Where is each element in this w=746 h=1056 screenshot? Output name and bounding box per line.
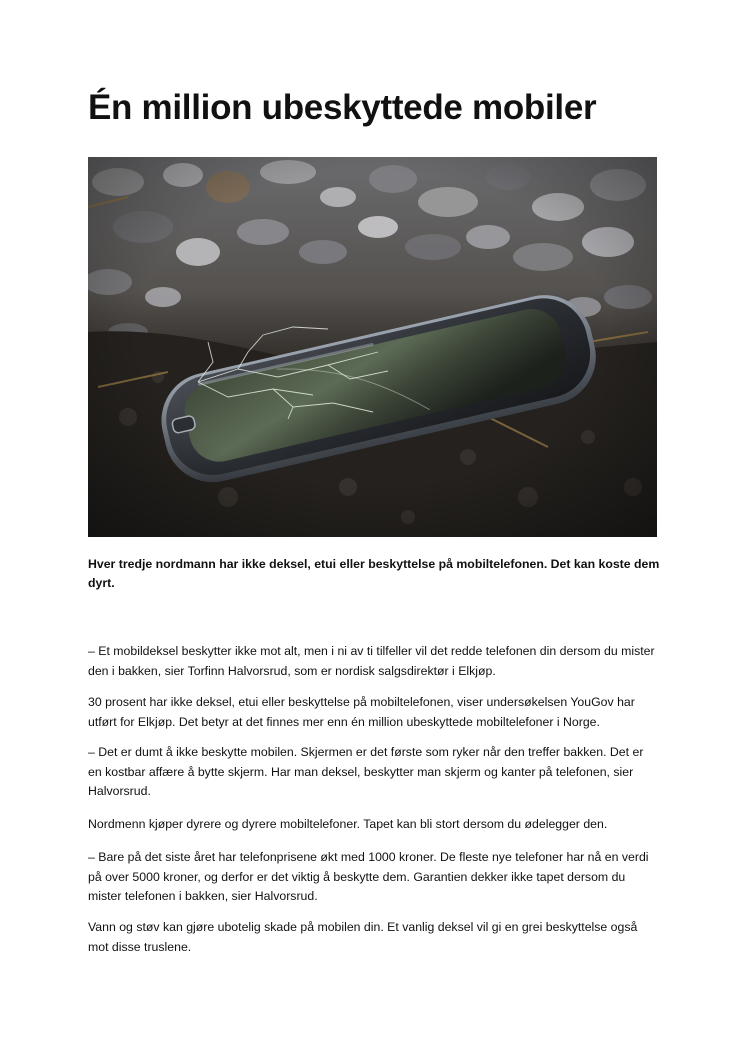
- article-title: Én million ubeskyttede mobiler: [88, 88, 597, 127]
- article-lead: Hver tredje nordmann har ikke deksel, etui eller beskyttelse på mobiltelefonen. Det kan koste dem dyrt.: [88, 557, 660, 590]
- body-paragraph: 30 prosent har ikke deksel, etui eller beskyttelse på mobiltelefonen, viser undersøkelsen YouGov har utført for Elkjøp. Det betyr at det finnes mer enn én million ubeskyttede mobiltelefoner i Norge.: [88, 695, 635, 729]
- body-paragraph: – Det er dumt å ikke beskytte mobilen. Skjermen er det første som ryker når den treffer bakken. Det er en kostbar affære å bytte skjerm. Har man deksel, beskytter man skjerm og kanter på telefonen, sier Halvorsrud.: [88, 745, 644, 798]
- body-paragraph: – Et mobildeksel beskytter ikke mot alt, men i ni av ti tilfeller vil det redde telefonen din dersom du mister den i bakken, sier Torfinn Halvorsrud, som er nordisk salgsdirektør i Elkjøp.: [88, 644, 655, 678]
- body-paragraph: – Bare på det siste året har telefonprisene økt med 1000 kroner. De fleste nye telefoner har nå en verdi på over 5000 kroner, og derfor er det viktig å beskytte dem. Garantien dekker ikke tapet dersom du mister telefonen i bakken, sier Halvorsrud.: [88, 850, 649, 903]
- body-paragraph: Vann og støv kan gjøre ubotelig skade på mobilen din. Et vanlig deksel vil gi en grei beskyttelse også mot disse truslene.: [88, 920, 638, 954]
- body-paragraph: Nordmenn kjøper dyrere og dyrere mobiltelefoner. Tapet kan bli stort dersom du ødelegger den.: [88, 817, 608, 831]
- cracked-phone-photo: [88, 157, 657, 537]
